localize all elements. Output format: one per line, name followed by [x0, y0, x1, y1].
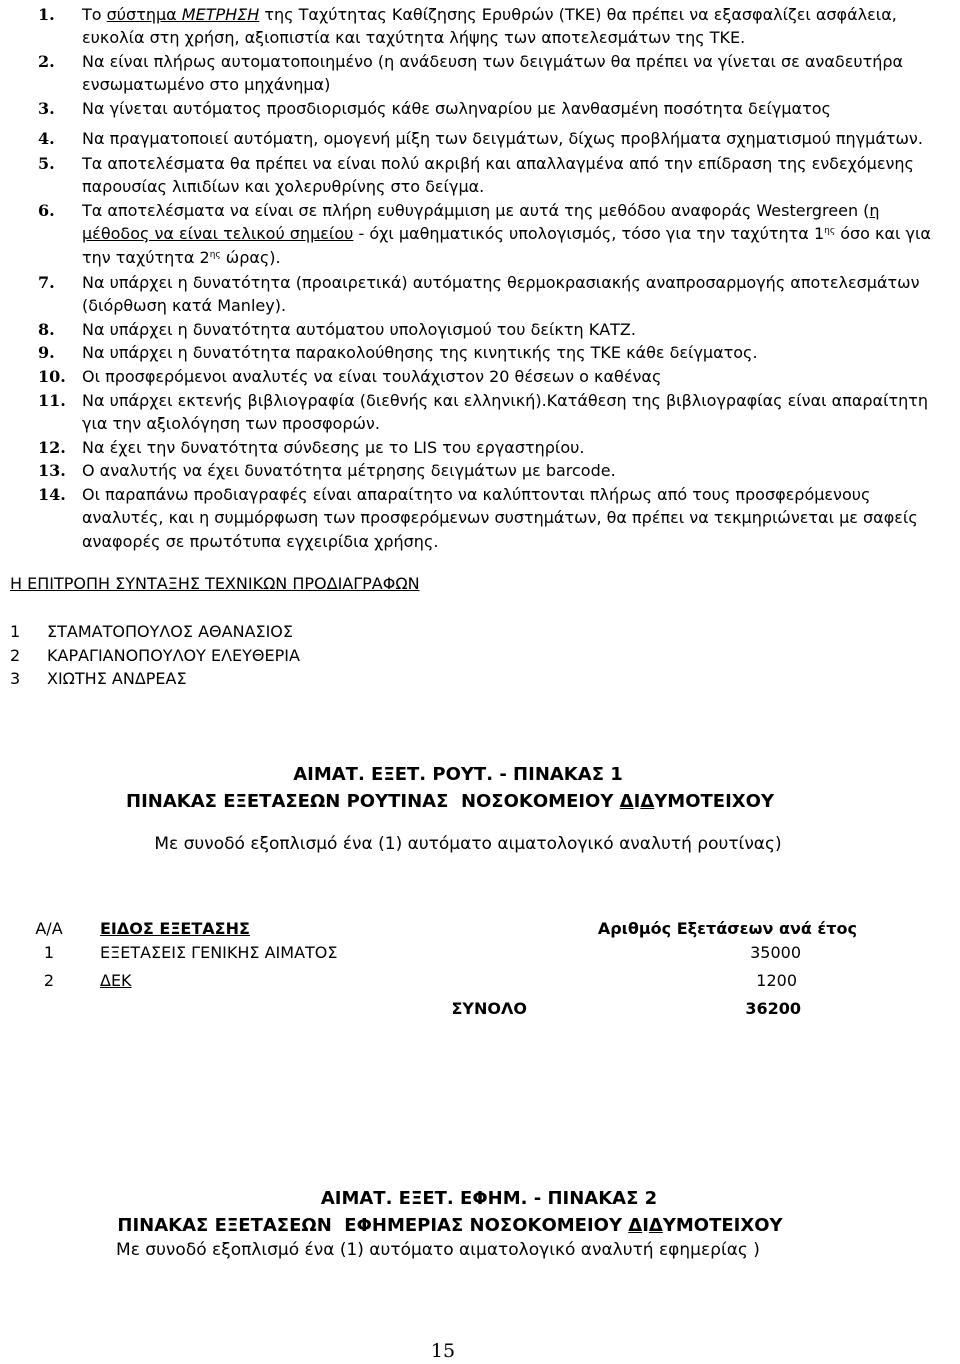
cell-count: 1200	[756, 970, 797, 990]
requirement-text: Να έχει την δυνατότητα σύνδεσης με το LIS του εργαστηρίου.	[82, 438, 585, 457]
committee-member-2	[10, 646, 300, 665]
requirement-text: Να υπάρχει η δυνατότητα παρακολούθησης της κινητικής της ΤΚΕ κάθε δείγματος.	[82, 343, 758, 362]
requirement-number: 10.	[38, 367, 66, 386]
table-row	[10, 938, 905, 966]
member-name: ΣΤΑΜΑΤΟΠΟΥΛΟΣ ΑΘΑΝΑΣΙΟΣ	[47, 622, 294, 641]
page-number: 15	[430, 1340, 456, 1362]
cell-type: ΕΞΕΤΑΣΕΙΣ ΓΕΝΙΚΗΣ ΑΙΜΑΤΟΣ	[100, 942, 338, 962]
requirement-number: 5.	[38, 154, 55, 173]
cell-aa: 2	[43, 970, 55, 990]
column-header-count: Αριθμός Εξετάσεων ανά έτος	[597, 919, 857, 938]
requirement-number: 6.	[38, 201, 55, 220]
table-header-row	[10, 866, 905, 938]
total-label: ΣΥΝΟΛΟ	[451, 998, 527, 1018]
member-name: ΚΑΡΑΓΙΑΝΟΠΟΥΛΟΥ ΕΛΕΥΘΕΡΙΑ	[47, 646, 300, 665]
requirement-number: 12.	[38, 438, 66, 457]
requirement-text: Να υπάρχει η δυνατότητα (προαιρετικά) αυτόματης θερμοκρασιακής αναπροσαρμογής αποτελεσμάτων (διόρθωση κατά Manley).	[82, 273, 920, 316]
requirement-text: Να πραγματοποιεί αυτόματη, ομογενή μίξη των δειγμάτων, δίχως προβλήματα σχηματισμού πηγμάτων.	[82, 129, 923, 148]
requirement-number: 2.	[38, 52, 55, 71]
requirement-number: 7.	[38, 273, 55, 292]
table-row	[10, 966, 905, 994]
requirement-number: 8.	[38, 320, 55, 339]
committee-title: Η ΕΠΙΤΡΟΠΗ ΣΥΝΤΑΞΗΣ ΤΕΧΝΙΚΩΝ ΠΡΟΔΙΑΓΡΑΦΩΝ	[10, 574, 420, 593]
member-number: 1	[10, 622, 21, 641]
table1	[10, 866, 905, 1022]
requirement-number: 9.	[38, 343, 55, 362]
requirement-number: 4.	[38, 129, 55, 148]
table2-subtitle: Με συνοδό εξοπλισμό ένα (1) αυτόματο αιματολογικό αναλυτή εφημερίας )	[116, 1240, 760, 1260]
requirement-number: 13.	[38, 461, 66, 480]
requirement-text: Να υπάρχει η δυνατότητα αυτόματου υπολογισμού του δείκτη ΚΑΤΖ.	[82, 320, 636, 339]
cell-type: ΔΕΚ	[100, 970, 132, 990]
committee-member-1	[10, 622, 294, 641]
column-header-aa: Α/Α	[35, 919, 63, 938]
requirement-text: Να είναι πλήρως αυτοματοποιημένο (η ανάδευση των δειγμάτων θα πρέπει να γίνεται σε αναδευτήρα ενσωματωμένο στο μηχάνημα)	[82, 52, 904, 95]
requirement-number: 3.	[38, 99, 55, 118]
requirement-number: 14.	[38, 485, 66, 504]
table1-heading-1: ΑΙΜΑΤ. ΕΞΕΤ. ΡΟΥΤ. - ΠΙΝΑΚΑΣ 1	[293, 764, 623, 785]
total-value: 36200	[745, 998, 801, 1018]
requirement-text: Ο αναλυτής να έχει δυνατότητα μέτρησης δειγμάτων με barcode.	[82, 461, 616, 480]
requirement-text: Να υπάρχει εκτενής βιβλιογραφία (διεθνής και ελληνική).Κατάθεση της βιβλιογραφίας είναι απαραίτητη για την αξιολόγηση των προσφορών.	[82, 391, 929, 434]
requirement-text: Το σύστημα ΜΕΤΡΗΣΗ της Ταχύτητας Καθίζησης Ερυθρών (ΤΚΕ) θα πρέπει να εξασφαλίζει ασφάλεια, ευκολία στη χρήση, αξιοπιστία και ταχύτητα λήψης των αποτελεσμάτων της ΤΚΕ.	[82, 5, 897, 48]
table2-heading-1: ΑΙΜΑΤ. ΕΞΕΤ. ΕΦΗΜ. - ΠΙΝΑΚΑΣ 2	[320, 1188, 658, 1209]
requirement-number: 11.	[38, 391, 66, 410]
member-number: 3	[10, 669, 21, 688]
committee-member-3	[10, 669, 187, 688]
requirement-text: Τα αποτελέσματα να είναι σε πλήρη ευθυγράμμιση με αυτά της μεθόδου αναφοράς Westergreen (η μέθοδος να είναι τελικού σημείου - όχι μαθηματικός υπολογισμός, τόσο για την ταχύτητα $1^{\eta\varsigma}$ όσο και για την ταχύτητα $2^{\eta\varsigma}$ ώρας).	[82, 201, 931, 267]
table2-heading-2: ΠΙΝΑΚΑΣ ΕΞΕΤΑΣΕΩΝ ΕΦΗΜΕΡΙΑΣ ΝΟΣΟΚΟΜΕΙΟΥ ΔΙΔΥΜΟΤΕΙΧΟΥ	[117, 1215, 783, 1236]
member-name: ΧΙΩΤΗΣ ΑΝΔΡΕΑΣ	[47, 669, 187, 688]
requirement-text: Να γίνεται αυτόματος προσδιορισμός κάθε σωληναρίου με λανθασμένη ποσότητα δείγματος	[82, 99, 831, 118]
requirement-text: Οι προσφερόμενοι αναλυτές να είναι τουλάχιστον 20 θέσεων ο καθένας	[82, 367, 662, 386]
requirement-text: Τα αποτελέσματα θα πρέπει να είναι πολύ ακριβή και απαλλαγμένα από την επίδραση της ενδεχόμενης παρουσίας λιπιδίων και χολερυθρίνης στο δείγμα.	[82, 154, 914, 197]
requirement-text: Οι παραπάνω προδιαγραφές είναι απαραίτητο να καλύπτονται πλήρως από τους προσφερόμενους αναλυτές, και η συμμόρφωση των προσφερόμενων συστημάτων, θα πρέπει να τεκμηριώνεται με σαφείς αναφορές σε πρωτότυπα εγχειρίδια χρήσης.	[82, 485, 918, 551]
cell-aa: 1	[43, 942, 55, 962]
column-header-type: ΕΙΔΟΣ ΕΞΕΤΑΣΗΣ	[100, 919, 250, 938]
requirement-number: 1.	[38, 5, 55, 24]
cell-count: 35000	[750, 942, 801, 962]
table1-heading-2: ΠΙΝΑΚΑΣ ΕΞΕΤΑΣΕΩΝ ΡΟΥΤΙΝΑΣ ΝΟΣΟΚΟΜΕΙΟΥ ΔΙΔΥΜΟΤΕΙΧΟΥ	[126, 791, 774, 812]
table-total-row	[10, 994, 905, 1022]
table1-subtitle: Με συνοδό εξοπλισμό ένα (1) αυτόματο αιματολογικό αναλυτή ρουτίνας)	[154, 834, 782, 854]
member-number: 2	[10, 646, 21, 665]
